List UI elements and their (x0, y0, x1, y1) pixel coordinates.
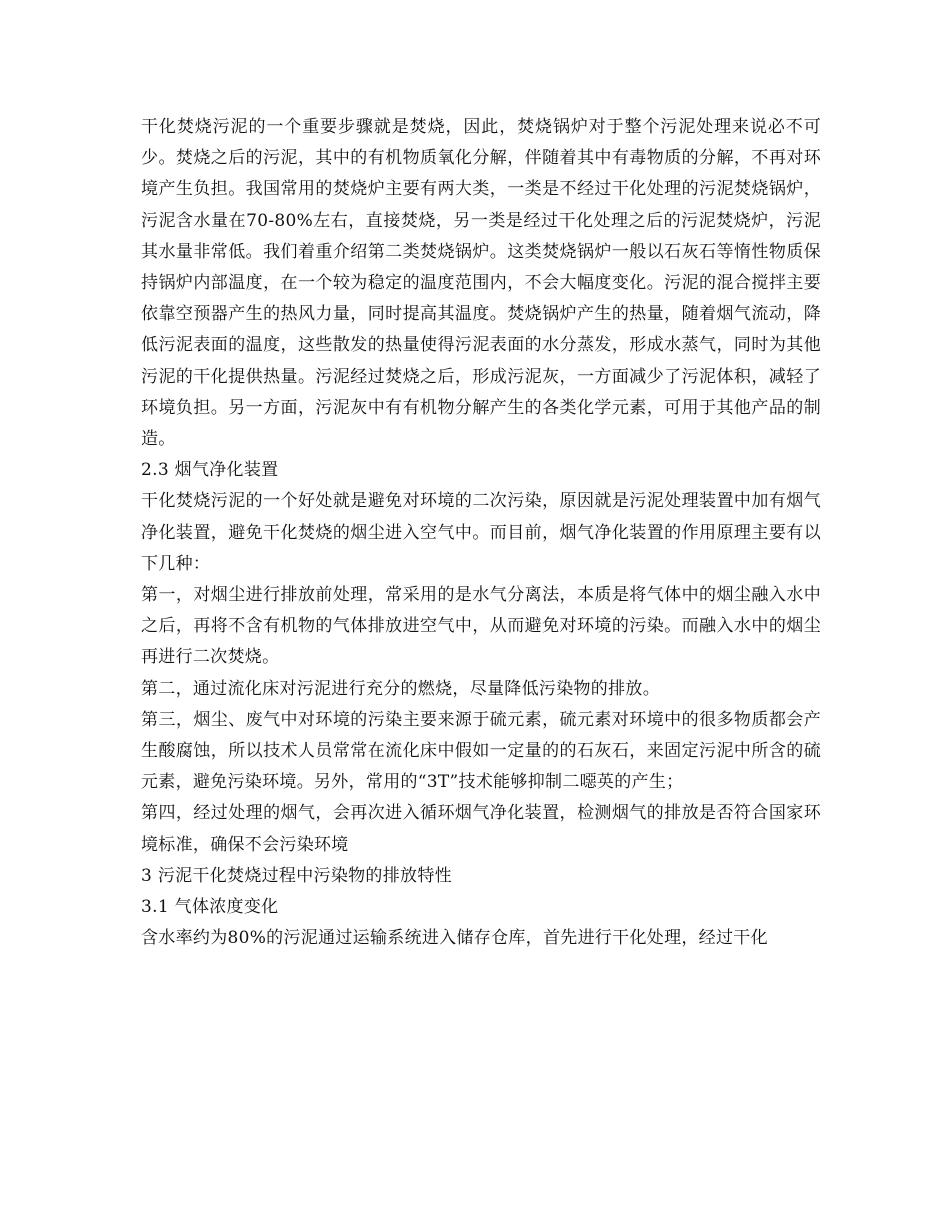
paragraph-flue-gas-intro: 干化焚烧污泥的一个好处就是避免对环境的二次污染，原因就是污泥处理装置中加有烟气净化装置，避免干化焚烧的烟尘进入空气中。而目前，烟气净化装置的作用原理主要有以下几种： (141, 491, 821, 574)
paragraph-incineration-boiler: 干化焚烧污泥的一个重要步骤就是焚烧，因此，焚烧锅炉对于整个污泥处理来说必不可少。焚烧之后的污泥，其中的有机物质氧化分解，伴随着其中有毒物质的分解，不再对环境产生负担。我国常用的焚烧炉主要有两大类，一类是不经过干化处理的污泥焚烧锅炉，污泥含水量在70-80%左右，直接焚烧，另一类是经过干化处理之后的污泥焚烧炉，污泥其水量非常低。我们着重介绍第二类焚烧锅炉。这类焚烧锅炉一般以石灰石等惰性物质保持锅炉内部温度，在一个较为稳定的温度范围内，不会大幅度变化。污泥的混合搅拌主要依靠空预器产生的热风力量，同时提高其温度。焚烧锅炉产生的热量，随着烟气流动，降低污泥表面的温度，这些散发的热量使得污泥表面的水分蒸发，形成水蒸气，同时为其他污泥的干化提供热量。污泥经过焚烧之后，形成污泥灰，一方面减少了污泥体积，减轻了环境负担。另一方面，污泥灰中有有机物分解产生的各类化学元素，可用于其他产品的制造。 (141, 117, 821, 450)
paragraph-third-method: 第三，烟尘、废气中对环境的污染主要来源于硫元素，硫元素对环境中的很多物质都会产生酸腐蚀，所以技术人员常常在流化床中假如一定量的的石灰石，来固定污泥中所含的硫元素，避免污染环境。另外，常用的“3T”技术能够抑制二噁英的产生； (141, 709, 821, 793)
section-heading-3-1: 3.1 气体浓度变化 (141, 897, 279, 918)
paragraph-gas-concentration: 含水率约为80%的污泥通过运输系统进入储存仓库，首先进行干化处理，经过干化 (141, 928, 768, 949)
paragraph-fourth-method: 第四，经过处理的烟气，会再次进入循环烟气净化装置，检测烟气的排放是否符合国家环境标准，确保不会污染环境 (141, 803, 821, 855)
paragraph-second-method: 第二，通过流化床对污泥进行充分的燃烧，尽量降低污染物的排放。 (141, 678, 660, 699)
document-body (141, 112, 821, 954)
section-heading-2-3: 2.3 烟气净化装置 (141, 460, 279, 481)
section-heading-3: 3 污泥干化焚烧过程中污染物的排放特性 (141, 865, 452, 886)
paragraph-first-method: 第一，对烟尘进行排放前处理，常采用的是水气分离法，本质是将气体中的烟尘融入水中之后，再将不含有机物的气体排放进空气中，从而避免对环境的污染。而融入水中的烟尘再进行二次焚烧。 (141, 585, 821, 668)
